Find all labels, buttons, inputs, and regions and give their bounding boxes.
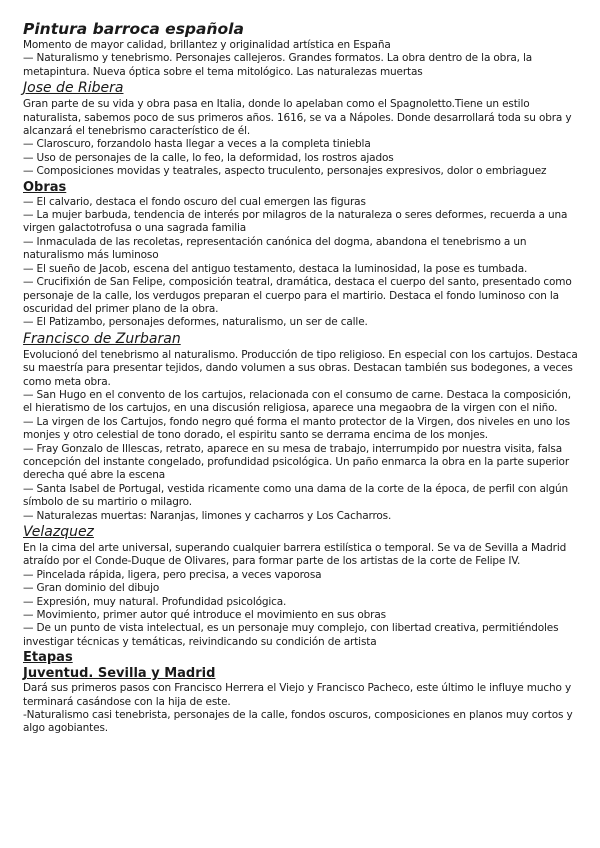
stage-paragraph: -Naturalismo casi tenebrista, personajes de la calle, fondos oscuros, composiciones en planos muy cortos y algo agobiantes.	[23, 709, 573, 735]
velazquez-paragraph: — Movimiento, primer autor qué introduce el movimiento en sus obras	[23, 609, 386, 622]
ribera-work-item: — Inmaculada de las recoletas, representación canónica del dogma, abandona el tenebrismo a un naturalismo más luminoso	[23, 235, 527, 262]
zurbaran-paragraph: — San Hugo en el convento de los cartujos, relacionada con el consumo de carne. Destaca la composición, el hieratismo de los cartujos, en una discusión religiosa, aparece una megaobra de la virgen con el niño.	[23, 388, 571, 415]
section-heading-zurbaran: Francisco de Zurbaran	[23, 330, 181, 347]
ribera-work-item: — El Patizambo, personajes deformes, naturalismo, un ser de calle.	[23, 316, 368, 329]
velazquez-paragraph: — Pincelada rápida, ligera, pero precisa, a veces vaporosa	[23, 568, 322, 581]
intro-paragraph: — Naturalismo y tenebrismo. Personajes callejeros. Grandes formatos. La obra dentro de la obra, la metapintura. Nueva óptica sobre el tema mitológico. Las naturalezas muertas	[23, 52, 533, 78]
ribera-paragraph: Gran parte de su vida y obra pasa en Italia, donde lo apelaban como el Spagnoletto.Tiene un estilo naturalista, sabemos poco de sus primeros años. 1616, se va a Nápoles. Donde desarrollará toda su obra y alcanzará el tenebrismo característico de él.	[23, 98, 572, 138]
velazquez-paragraph: — Gran dominio del dibujo	[23, 582, 160, 595]
ribera-paragraph: — Uso de personajes de la calle, lo feo, la deformidad, los rostros ajados	[23, 151, 394, 164]
zurbaran-paragraph: — Santa Isabel de Portugal, vestida ricamente como una dama de la corte de la época, de perfil con algún símbolo de su martirio o milagro.	[23, 482, 569, 509]
intro-paragraph: Momento de mayor calidad, brillantez y originalidad artística en España	[23, 39, 391, 51]
velazquez-paragraph: — De un punto de vista intelectual, es un personaje muy complejo, con libertad creativa, permitiéndoles investigar técnicas y temáticas, reivindicando su condición de artista	[23, 622, 559, 648]
ribera-work-item: — La mujer barbuda, tendencia de interés por milagros de la naturaleza o seres deformes, recuerda a una virgen galactotrofusa o una sagrada familia	[23, 209, 568, 235]
subheading-etapas: Etapas	[23, 650, 73, 666]
ribera-work-item: — El sueño de Jacob, escena del antiguo testamento, destaca la luminosidad, la pose es tumbada.	[23, 262, 528, 275]
velazquez-paragraph: — Expresión, muy natural. Profundidad psicológica.	[23, 595, 287, 608]
stage-paragraph: Dará sus primeros pasos con Francisco Herrera el Viejo y Francisco Pacheco, este último le influye mucho y terminará casándose con la hija de este.	[23, 682, 572, 708]
zurbaran-paragraph: Evolucionó del tenebrismo al naturalismo. Producción de tipo religioso. En especial con los cartujos. Destaca su maestría para presentar tejidos, dando volumen a sus obras. Destacan también sus bodegones, a veces como meta obra.	[23, 348, 578, 388]
ribera-work-item: — Crucifixión de San Felipe, composición teatral, dramática, destaca el cuerpo del santo, presentado como personaje de la calle, los verdugos preparan el cuerpo para el martirio. Destaca el fondo luminoso con la oscuridad del primer plano de la obra.	[23, 276, 572, 315]
section-heading-velazquez: Velazquez	[23, 524, 94, 540]
subheading-juventud: Juventud. Sevilla y Madrid	[23, 666, 216, 682]
section-heading-ribera: Jose de Ribera	[23, 80, 124, 97]
ribera-paragraph: — Claroscuro, forzandolo hasta llegar a veces a la completa tiniebla	[23, 138, 371, 151]
zurbaran-paragraph: — La virgen de los Cartujos, fondo negro qué forma el manto protector de la Virgen, dos niveles en uno los monjes y otro celestial de tono dorado, el espiritu santo se derrama encima de los monjes.	[23, 415, 570, 442]
ribera-work-item: — El calvario, destaca el fondo oscuro del cual emergen las figuras	[23, 195, 366, 208]
subheading-obras: Obras	[23, 179, 67, 195]
document-title: Pintura barroca española	[23, 20, 244, 38]
zurbaran-paragraph: — Naturalezas muertas: Naranjas, limones y cacharros y Los Cacharros.	[23, 509, 392, 522]
ribera-paragraph: — Composiciones movidas y teatrales, aspecto truculento, personajes expresivos, dolor o embriaguez	[23, 165, 547, 178]
velazquez-paragraph: En la cima del arte universal, superando cualquier barrera estilística o temporal. Se va de Sevilla a Madrid atraído por el Conde-Duque de Olivares, para formar parte de los artistas de la corte de Felipe IV.	[23, 542, 567, 568]
zurbaran-paragraph: — Fray Gonzalo de Illescas, retrato, aparece en su mesa de trabajo, interrumpido por nuestra visita, falsa concepción del instante congelado, profundidad psicológica. Un paño enmarca la obra en la parte superior derecha qué abre la escena	[23, 442, 569, 482]
